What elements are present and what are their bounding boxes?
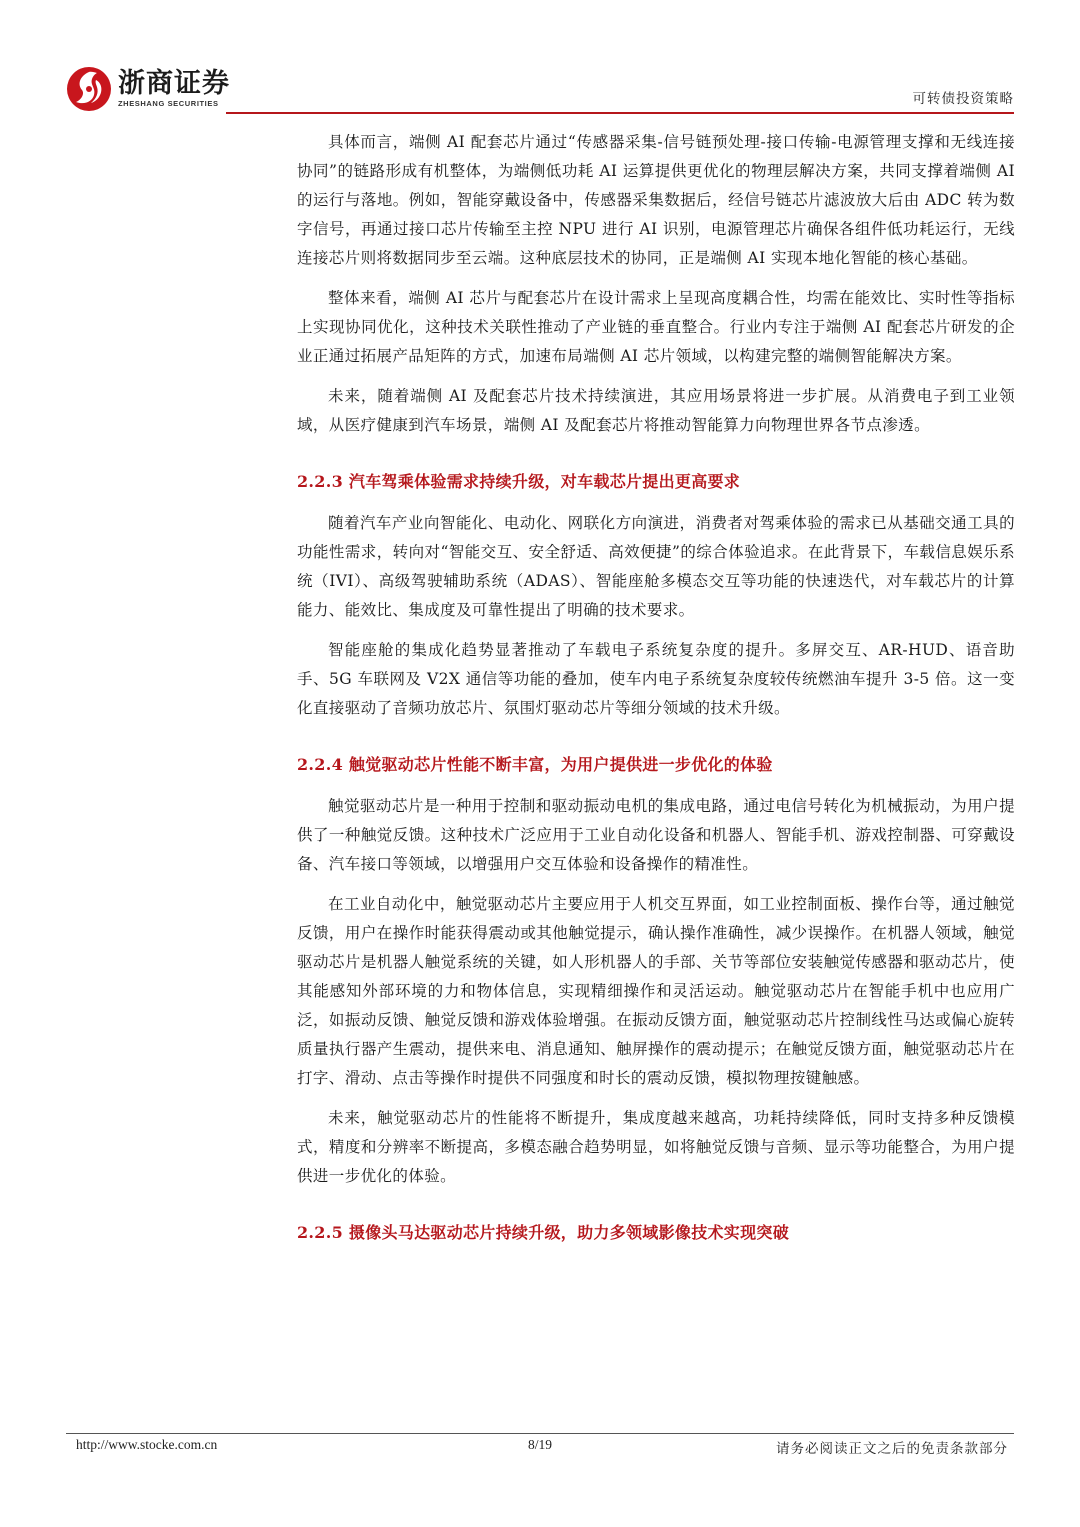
logo-chinese-name: 浙商证券 — [118, 68, 230, 99]
main-content — [297, 128, 1015, 1260]
page-number: 8/19 — [527, 1437, 552, 1452]
report-type: 可转债投资策略 — [912, 91, 1014, 107]
zheshang-logo-icon — [66, 66, 112, 112]
body-paragraph: 未来，触觉驱动芯片的性能将不断提升，集成度越来越高，功耗持续降低，同时支持多种反馈模式，精度和分辨率不断提高，多模态融合趋势明显，如将触觉反馈与音频、显示等功能整合，为用户提供进一步优化的体验。 — [297, 1109, 1015, 1185]
body-paragraph: 整体来看，端侧 AI 芯片与配套芯片在设计需求上呈现高度耦合性，均需在能效比、实时性等指标上实现协同优化，这种技术关联性推动了产业链的垂直整合。行业内专注于端侧 AI 配套芯片研发的企业正通过拓展产品矩阵的方式，加速布局端侧 AI 芯片领域，以构建完整的端侧智能解决方案。 — [297, 289, 1015, 365]
body-paragraph: 智能座舱的集成化趋势显著推动了车载电子系统复杂度的提升。多屏交互、AR-HUD、语音助手、5G 车联网及 V2X 通信等功能的叠加，使车内电子系统复杂度较传统燃油车提升 3-5 倍。这一变化直接驱动了音频功放芯片、氛围灯驱动芯片等细分领域的技术升级。 — [297, 641, 1015, 717]
page-header — [0, 0, 1080, 120]
body-paragraph: 在工业自动化中，触觉驱动芯片主要应用于人机交互界面，如工业控制面板、操作台等，通过触觉反馈，用户在操作时能获得震动或其他触觉提示，确认操作准确性，减少误操作。在机器人领域，触觉驱动芯片是机器人触觉系统的关键，如人形机器人的手部、关节等部位安装触觉传感器和驱动芯片，使其能感知外部环境的力和物体信息，实现精细操作和灵活运动。触觉驱动芯片在智能手机中也应用广泛，如振动反馈、触觉反馈和游戏体验增强。在振动反馈方面，触觉驱动芯片控制线性马达或偏心旋转质量执行器产生震动，提供来电、消息通知、触屏操作的震动提示；在触觉反馈方面，触觉驱动芯片在打字、滑动、点击等操作时提供不同强度和时长的震动反馈，模拟物理按键触感。 — [297, 895, 1015, 1087]
logo-english-name: ZHESHANG SECURITIES — [118, 99, 219, 108]
footer-divider — [66, 1433, 1014, 1434]
footer-disclaimer: 请务必阅读正文之后的免责条款部分 — [776, 1441, 1008, 1457]
body-paragraph: 随着汽车产业向智能化、电动化、网联化方向演进，消费者对驾乘体验的需求已从基础交通工具的功能性需求，转向对“智能交互、安全舒适、高效便捷”的综合体验追求。在此背景下，车载信息娱乐系统（IVI）、高级驾驶辅助系统（ADAS）、智能座舱多模态交互等功能的快速迭代，对车载芯片的计算能力、能效比、集成度及可靠性提出了明确的技术要求。 — [297, 514, 1015, 619]
company-logo — [66, 66, 230, 112]
section-heading-2-2-4: 2.2.4 触觉驱动芯片性能不断丰富，为用户提供进一步优化的体验 — [297, 755, 773, 774]
section-heading-2-2-3: 2.2.3 汽车驾乘体验需求持续升级，对车载芯片提出更高要求 — [297, 472, 741, 491]
section-heading-2-2-5: 2.2.5 摄像头马达驱动芯片持续升级，助力多领域影像技术实现突破 — [297, 1223, 790, 1242]
header-divider — [226, 112, 1014, 114]
body-paragraph: 未来，随着端侧 AI 及配套芯片技术持续演进，其应用场景将进一步扩展。从消费电子到工业领域，从医疗健康到汽车场景，端侧 AI 及配套芯片将推动智能算力向物理世界各节点渗透。 — [297, 387, 1015, 434]
body-paragraph: 触觉驱动芯片是一种用于控制和驱动振动电机的集成电路，通过电信号转化为机械振动，为用户提供了一种触觉反馈。这种技术广泛应用于工业自动化设备和机器人、智能手机、游戏控制器、可穿戴设备、汽车接口等领域，以增强用户交互体验和设备操作的精准性。 — [297, 797, 1015, 873]
footer-website-link[interactable]: http://www.stocke.com.cn — [76, 1437, 218, 1452]
body-paragraph: 具体而言，端侧 AI 配套芯片通过“传感器采集-信号链预处理-接口传输-电源管理支撑和无线连接协同”的链路形成有机整体，为端侧低功耗 AI 运算提供更优化的物理层解决方案，共同支撑着端侧 AI 的运行与落地。例如，智能穿戴设备中，传感器采集数据后，经信号链芯片滤波放大后由 ADC 转为数字信号，再通过接口芯片传输至主控 NPU 进行 AI 识别，电源管理芯片确保各组件低功耗运行，无线连接芯片则将数据同步至云端。这种底层技术的协同，正是端侧 AI 实现本地化智能的核心基础。 — [297, 133, 1015, 267]
page-footer — [66, 1437, 1014, 1457]
